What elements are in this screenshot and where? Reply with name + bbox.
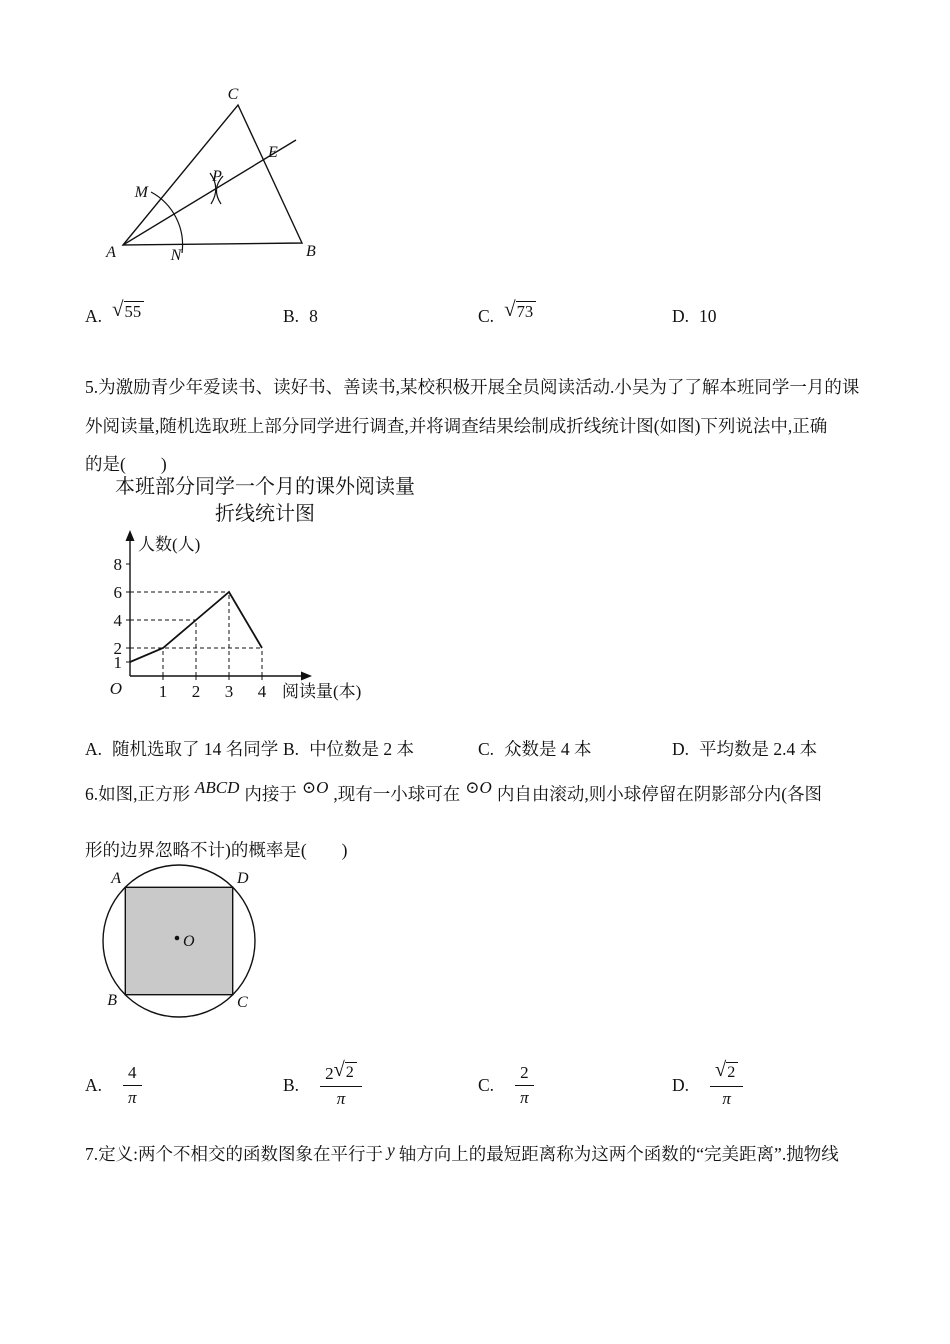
triangle-construction-figure (90, 85, 350, 275)
fraction (710, 1059, 743, 1108)
sqrt-expression (504, 296, 536, 322)
option-text: 平均数是 2.4 本 (699, 739, 818, 759)
q7-text-segment: 轴方向上的最短距离称为这两个函数的“完美距离”.抛物线 (398, 1144, 839, 1164)
point-label-o: O (183, 933, 195, 950)
x-axis-arrow (301, 672, 312, 681)
option-label: C. (478, 305, 495, 326)
option-label: A. (85, 739, 103, 759)
q5-option-a (85, 737, 278, 761)
x-tick-label: 3 (224, 682, 234, 701)
x-tick-label: 2 (191, 682, 201, 701)
fraction-bar (515, 1085, 534, 1086)
radical-sign: √ (504, 296, 516, 321)
y-axis-title: 人数(人) (138, 535, 201, 554)
q5-option-c (478, 737, 592, 761)
fraction (320, 1059, 362, 1108)
option-label: C. (478, 739, 495, 759)
q5-option-b (283, 737, 414, 761)
sqrt-expression (333, 1059, 357, 1082)
question-5-line-3: 的是( ) (85, 454, 167, 474)
question-5-line-1: 5.为激励青少年爱读书、读好书、善读书,某校积极开展全员阅读活动.小吴为了了解本班同学一月的课 (85, 377, 860, 397)
point-label-b: B (107, 992, 117, 1009)
question-6-line-2 (85, 838, 347, 862)
q6-text-segment: 形的边界忽略不计)的概率是( ) (85, 840, 348, 860)
radicand: 2 (345, 1062, 357, 1081)
q6-text-segment: ,现有一小球可在 (333, 784, 461, 804)
q4-option-d (672, 300, 717, 332)
radical-sign: √ (333, 1059, 345, 1082)
y-axis-arrow (126, 530, 135, 541)
option-label: D. (672, 305, 690, 326)
point-label-a: A (106, 244, 116, 261)
fraction-bar (710, 1086, 743, 1087)
numerator: 2 (520, 1062, 529, 1082)
denominator: π (128, 1087, 137, 1107)
point-label-p: P (212, 168, 222, 185)
circle-o-symbol: ⊙O (301, 778, 329, 797)
radicand: 73 (516, 301, 537, 321)
option-text: 中位数是 2 本 (309, 739, 415, 759)
x-tick-label: 4 (257, 682, 267, 701)
line-chart (90, 528, 440, 713)
option-label: D. (672, 739, 690, 759)
fraction (515, 1064, 534, 1107)
point-label-d: D (237, 870, 249, 887)
numerator-coefficient: 2 (325, 1063, 334, 1083)
option-text: 随机选取了 14 名同学 (112, 739, 279, 759)
square-abcd-label: ABCD (195, 778, 240, 797)
question-5-line-2: 外阅读量,随机选取班上部分同学进行调查,并将调查结果绘制成折线统计图(如图)下列说法中,正确 (85, 415, 828, 436)
origin-label: O (109, 679, 122, 698)
q5-option-d (672, 737, 817, 761)
radical-sign: √ (715, 1059, 727, 1082)
q4-option-b (283, 300, 318, 332)
option-text: 众数是 4 本 (504, 739, 592, 759)
x-axis-title: 阅读量(本) (282, 682, 362, 701)
question-6-line-1 (85, 778, 823, 807)
y-tick-label: 8 (113, 555, 122, 574)
numerator: 4 (128, 1062, 137, 1082)
point-label-a: A (111, 870, 121, 887)
option-label: B. (283, 1074, 300, 1095)
point-label-b: B (306, 243, 316, 260)
option-label: A. (85, 305, 103, 326)
option-label: B. (283, 305, 300, 326)
q4-option-c (478, 296, 536, 332)
fraction-bar (320, 1086, 362, 1087)
question-7-line-1 (85, 1142, 839, 1166)
y-tick-label: 6 (113, 583, 122, 602)
option-value: 10 (699, 305, 717, 326)
inscribed-square-figure (90, 862, 305, 1032)
q7-text-segment: 7.定义:两个不相交的函数图象在平行于 (85, 1144, 383, 1164)
option-label: C. (478, 1074, 495, 1095)
option-label: A. (85, 1074, 103, 1095)
circle-o-symbol: ⊙O (465, 778, 492, 797)
fraction-bar (123, 1085, 142, 1086)
chart-title (75, 474, 455, 528)
y-tick-label: 1 (113, 653, 122, 672)
sqrt-expression (112, 296, 144, 322)
radicand: 55 (124, 301, 145, 321)
shaded-inscribed-square (125, 887, 232, 994)
y-tick-label: 2 (113, 639, 122, 658)
question-5-text (85, 368, 875, 484)
q6-text-segment: 内自由滚动,则小球停留在阴影部分内(各图 (496, 784, 823, 804)
option-label: B. (283, 739, 300, 759)
y-tick-label: 4 (113, 611, 122, 630)
variable-y: y (387, 1140, 395, 1160)
option-value: 8 (309, 305, 318, 326)
q6-text-segment: 6.如图,正方形 (85, 784, 190, 804)
point-label-m: M (134, 184, 148, 201)
q6-option-c (478, 1054, 534, 1116)
denominator: π (336, 1088, 346, 1108)
x-tick-label: 1 (158, 682, 168, 701)
denominator: π (520, 1087, 529, 1107)
sqrt-expression (715, 1059, 738, 1082)
q4-option-a (85, 296, 144, 332)
radical-sign: √ (112, 296, 124, 321)
point-label-c: C (237, 994, 248, 1011)
point-label-n: N (170, 247, 182, 264)
point-label-e: E (268, 144, 278, 161)
q6-option-d (672, 1054, 743, 1116)
q6-option-b (283, 1054, 362, 1116)
denominator: π (722, 1088, 731, 1108)
q6-option-a (85, 1054, 142, 1116)
chart-title-line-1: 本班部分同学一个月的课外阅读量 (115, 476, 415, 498)
center-dot (175, 936, 180, 941)
radicand: 2 (726, 1062, 738, 1081)
fraction (123, 1064, 142, 1107)
q6-text-segment: 内接于 (244, 784, 297, 804)
point-label-c: C (227, 86, 239, 103)
option-label: D. (672, 1074, 690, 1095)
chart-title-line-2: 折线统计图 (215, 503, 315, 525)
